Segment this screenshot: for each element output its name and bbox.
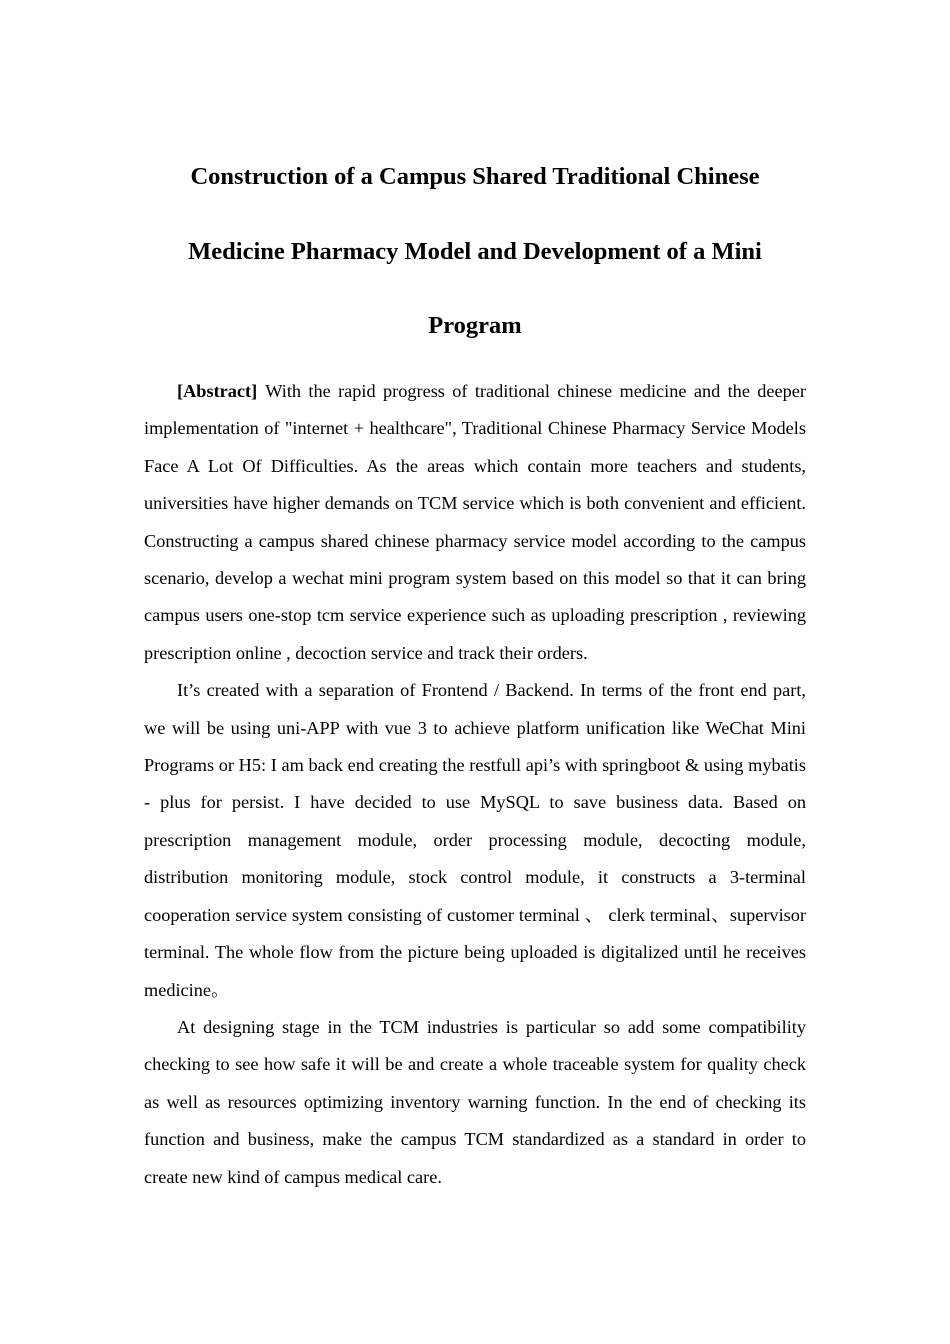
paper-title	[144, 140, 806, 364]
abstract-body	[144, 373, 806, 1196]
abstract-label: [Abstract]	[177, 381, 258, 401]
title-line-3: Program	[428, 312, 522, 339]
title-line-2: Medicine Pharmacy Model and Development of a Mini	[188, 237, 762, 265]
abstract-paragraph-1-text: With the rapid progress of traditional chinese medicine and the deeper implementation of "internet + healthcare", Traditional Chinese Pharmacy Service Models Face A Lot Of Difficulties. As the areas which contain more teachers and students, universities have higher demands on TCM service which is both convenient and efficient. Constructing a campus shared chinese pharmacy service model according to the campus scenario, develop a wechat mini program system based on this model so that it can bring campus users one-stop tcm service experience such as uploading prescription , reviewing prescription online , decoction service and track their orders.	[144, 381, 806, 663]
abstract-paragraph-2: It’s created with a separation of Frontend / Backend. In terms of the front end part, we will be using uni-APP with vue 3 to achieve platform unification like WeChat Mini Programs or H5: I am back end creating the restfull api’s with springboot & using mybatis - plus for persist. I have decided to use MySQL to save business data. Based on prescription management module, order processing module, decocting module, distribution monitoring module, stock control module, it constructs a 3-terminal cooperation service system consisting of customer terminal 、 clerk terminal、supervisor terminal. The whole flow from the picture being uploaded is digitalized until he receives medicine。	[144, 680, 806, 1000]
title-line-1: Construction of a Campus Shared Traditional Chinese	[190, 163, 760, 190]
abstract-paragraph-1	[144, 373, 806, 672]
abstract-paragraph-3: At designing stage in the TCM industries is particular so add some compatibility checking to see how safe it will be and create a whole traceable system for quality check as well as resources optimizing inventory warning function. In the end of checking its function and business, make the campus TCM standardized as a standard in order to create new kind of campus medical care.	[144, 1016, 806, 1187]
